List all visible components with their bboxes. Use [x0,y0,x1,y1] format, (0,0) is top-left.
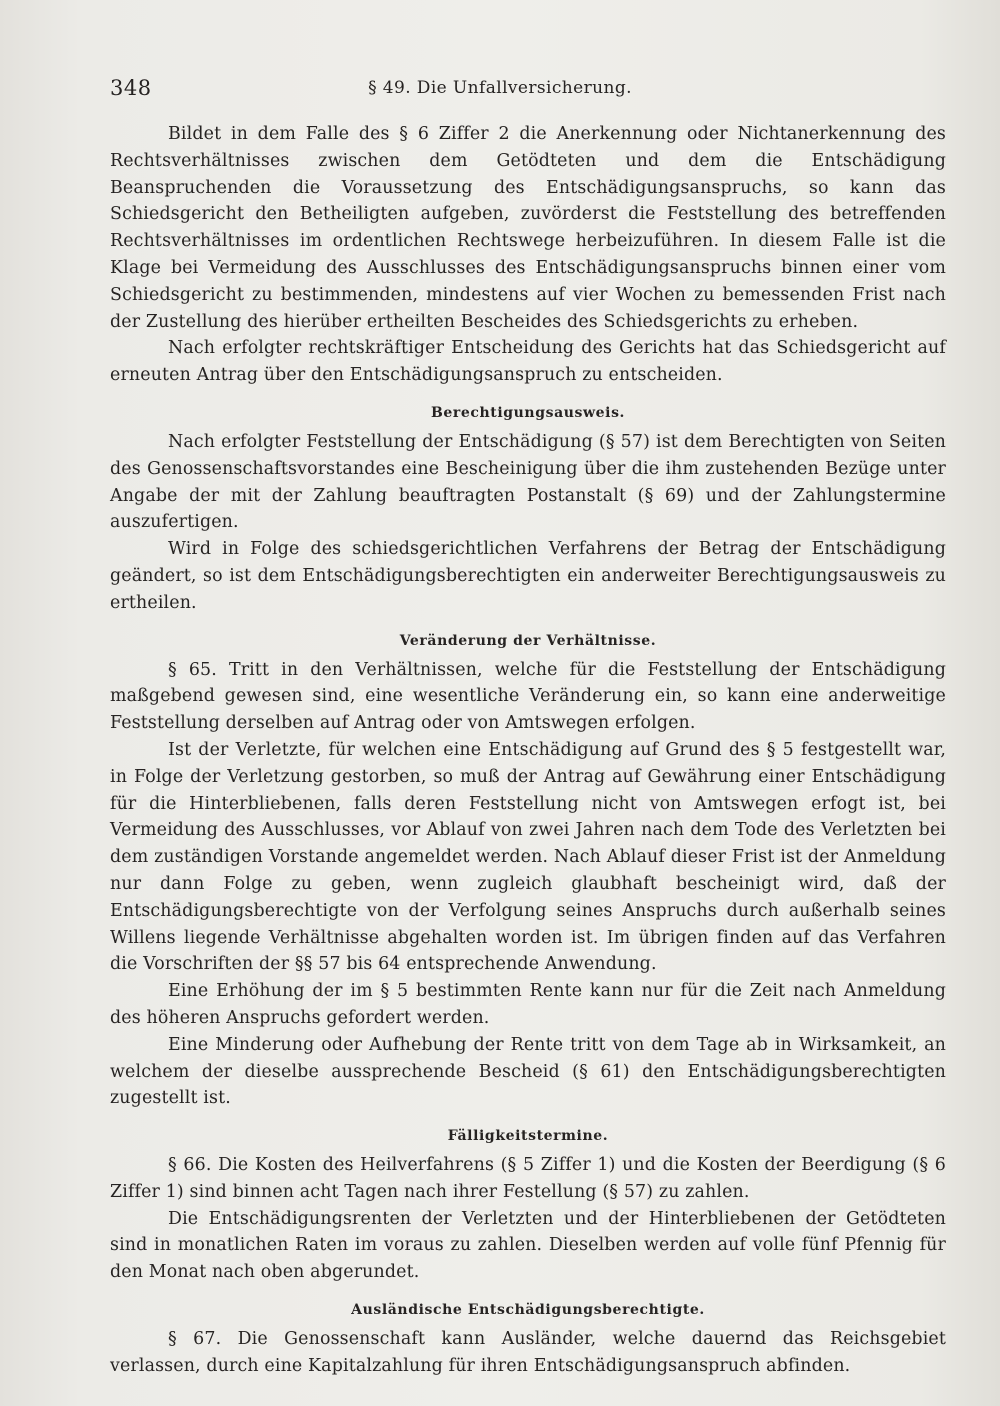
paragraph-schiedsgericht-rechtsweg: Bildet in dem Falle des § 6 Ziffer 2 die Anerkennung oder Nichtanerkennung des Rechtsverhältnisses zwischen dem Getödteten und dem die Entschädigung Beanspruchenden die Voraussetzung des Entschädigungsanspruchs, so kann das Schiedsgericht den Betheiligten aufgeben, zuvörderst die Feststellung des betreffenden Rechtsverhältnisses im ordentlichen Rechtswege herbeizuführen. In diesem Falle ist die Klage bei Vermeidung des Ausschlusses des Entschädigungsanspruchs binnen einer vom Schiedsgericht zu bestimmenden, mindestens auf vier Wochen zu bemessenden Frist nach der Zustellung des hierüber ertheilten Bescheides des Schiedsgerichts zu erheben. [110,124,946,332]
page-number: 348 [110,76,152,100]
heading-veraenderung: Veränderung der Verhältnisse. [399,632,657,649]
paragraph-bescheinigung: Nach erfolgter Feststellung der Entschädigung (§ 57) ist dem Berechtigten von Seiten des Genossenschaftsvorstandes eine Bescheinigung über die ihm zustehenden Bezüge unter Angabe der mit der Zahlung beauftragten Postanstalt (§ 69) und der Zahlungstermine auszufertigen. [110,431,946,533]
heading-auslaendische: Ausländische Entschädigungsberechtigte. [351,1302,705,1319]
paragraph-section-65: § 65. Tritt in den Verhältnissen, welche für die Feststellung der Entschädigung maßgebend gewesen sind, eine wesentliche Veränderung ein, so kann eine anderweitige Feststellung derselben auf Antrag oder von Amtswegen erfolgen. [110,659,946,734]
paragraph-renten: Die Entschädigungsrenten der Verletzten und der Hinterbliebenen der Getödteten sind in monatlichen Raten im voraus zu zahlen. Dieselben werden auf volle fünf Pfennig für den Monat nach oben abgerundet. [110,1208,946,1283]
heading-berechtigungsausweis: Berechtigungsausweis. [430,404,626,421]
text-body [110,121,946,1380]
running-title: § 49. Die Unfallversicherung. [368,78,632,98]
heading-faelligkeitstermine: Fälligkeitstermine. [447,1128,609,1145]
paragraph-minderung: Eine Minderung oder Aufhebung der Rente tritt von dem Tage ab in Wirksamkeit, an welchem der dieselbe aussprechende Bescheid (§ 61) den Entschädigungsberechtigten zugestellt ist. [110,1034,946,1109]
paragraph-section-66: § 66. Die Kosten des Heilverfahrens (§ 5 Ziffer 1) und die Kosten der Beerdigung (§ 6 Ziffer 1) sind binnen acht Tagen nach ihrer Festellung (§ 57) zu zahlen. [110,1155,946,1202]
paragraph-erneuter-antrag: Nach erfolgter rechtskräftiger Entscheidung des Gerichts hat das Schiedsgericht auf erneuten Antrag über den Entschädigungsanspruch zu entscheiden. [110,338,946,386]
paragraph-section-67: § 67. Die Genossenschaft kann Ausländer, welche dauernd das Reichsgebiet verlassen, durch eine Kapitalzahlung für ihren Entschädigungsanspruch abfinden. [110,1329,946,1376]
paragraph-anderweiter-ausweis: Wird in Folge des schiedsgerichtlichen Verfahrens der Betrag der Entschädigung geändert, so ist dem Entschädigungsberechtigten ein anderweiter Berechtigungsausweis zu ertheilen. [110,539,946,613]
paragraph-erhoehung: Eine Erhöhung der im § 5 bestimmten Rente kann nur für die Zeit nach Anmeldung des höheren Anspruchs gefordert werden. [110,981,946,1028]
paragraph-hinterbliebene: Ist der Verletzte, für welchen eine Entschädigung auf Grund des § 5 festgestellt war, in Folge der Verletzung gestorben, so muß der Antrag auf Gewährung einer Entschädigung für die Hinterbliebenen, falls deren Feststellung nicht von Amtswegen erfogt ist, bei Vermeidung des Ausschlusses, vor Ablauf von zwei Jahren nach dem Tode des Verletzten bei dem zuständigen Vorstande angemeldet werden. Nach Ablauf dieser Frist ist der Anmeldung nur dann Folge zu geben, wenn zugleich glaubhaft bescheinigt wird, daß der Entschädigungsberechtigte von der Verfolgung seines Anspruchs durch außerhalb seines Willens liegende Verhältnisse abgehalten worden ist. Im übrigen finden auf das Verfahren die Vorschriften der §§ 57 bis 64 entsprechende Anwendung. [110,739,946,975]
running-header [110,76,890,106]
